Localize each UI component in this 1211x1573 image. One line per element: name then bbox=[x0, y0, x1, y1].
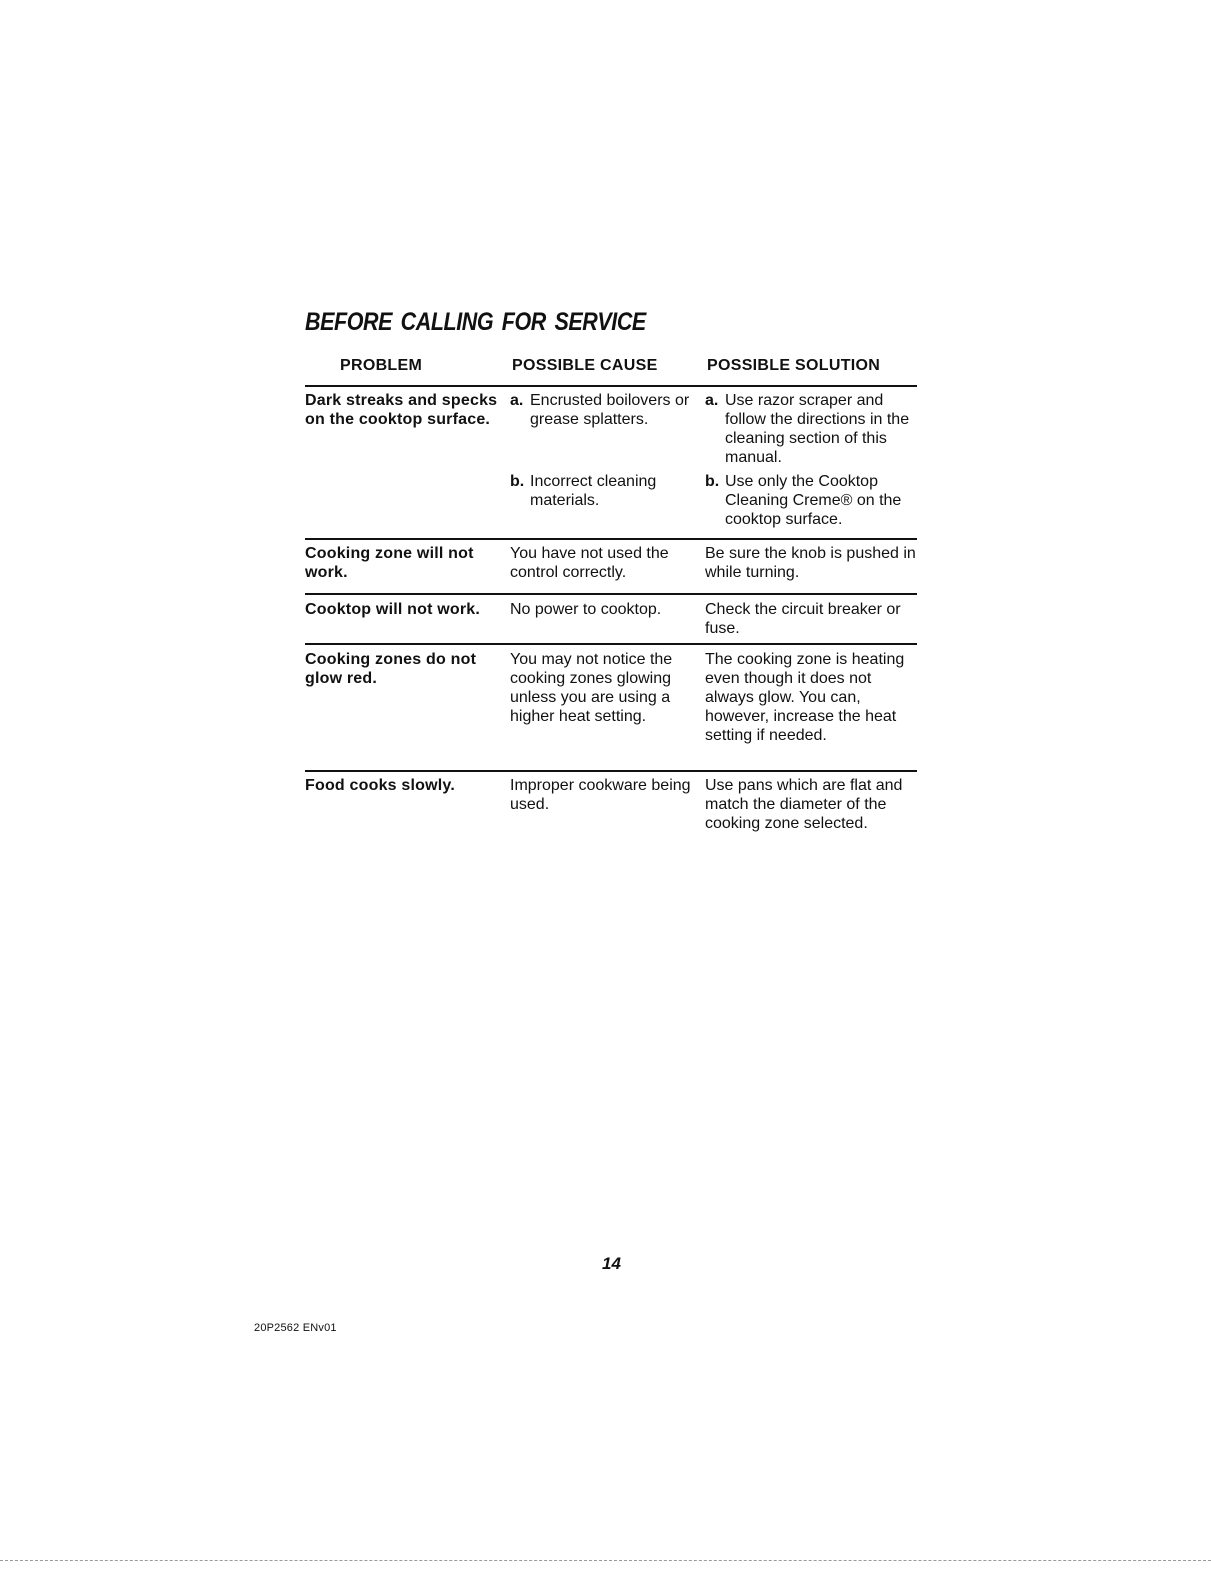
page-title-word: FOR bbox=[501, 308, 546, 336]
solution-text: Use only the Cooktop Cleaning Creme® on the cooktop surface. bbox=[725, 473, 902, 528]
solution-item-b bbox=[705, 472, 920, 529]
column-header-problem: PROBLEM bbox=[340, 357, 423, 374]
scan-edge-line bbox=[0, 1560, 1211, 1561]
page-title-word: CALLING bbox=[400, 308, 494, 336]
column-header-possible-solution: POSSIBLE SOLUTION bbox=[707, 357, 881, 374]
cause-text: Encrusted boilovers or grease splatters. bbox=[530, 392, 690, 428]
cause-cell bbox=[510, 391, 700, 429]
column-header-possible-cause: POSSIBLE CAUSE bbox=[512, 357, 658, 374]
row-divider bbox=[305, 643, 917, 645]
page-number: 14 bbox=[602, 1254, 621, 1273]
page-title-word: BEFORE bbox=[305, 308, 393, 336]
item-letter: b. bbox=[510, 473, 525, 490]
solution-cell bbox=[705, 472, 920, 529]
solution-item-a bbox=[705, 391, 920, 467]
problem-cooking-zone-will-not-work: Cooking zone will not work. bbox=[305, 545, 474, 581]
cause-text: You have not used the control correctly. bbox=[510, 545, 669, 581]
item-letter: b. bbox=[705, 473, 720, 490]
problem-food-cooks-slowly: Food cooks slowly. bbox=[305, 777, 455, 794]
row-divider bbox=[305, 770, 917, 772]
solution-text: Use pans which are flat and match the diameter of the cooking zone selected. bbox=[705, 777, 903, 832]
solution-text: Use razor scraper and follow the directions in the cleaning section of this manual. bbox=[725, 392, 910, 466]
row-divider bbox=[305, 538, 917, 540]
cause-text: Incorrect cleaning materials. bbox=[530, 473, 657, 509]
cause-item-a bbox=[510, 391, 700, 429]
row-divider bbox=[305, 385, 917, 387]
cause-item-b bbox=[510, 472, 700, 510]
problem-zones-do-not-glow: Cooking zones do not glow red. bbox=[305, 651, 477, 687]
document-code: 20P2562 ENv01 bbox=[254, 1322, 337, 1334]
cause-text: You may not notice the cooking zones glowing unless you are using a higher heat setting. bbox=[510, 651, 673, 725]
page-title bbox=[305, 308, 654, 337]
cause-text: No power to cooktop. bbox=[510, 601, 662, 618]
solution-text: The cooking zone is heating even though it does not always glow. You can, however, increase the heat setting if needed. bbox=[705, 651, 905, 744]
problem-dark-streaks: Dark streaks and specks on the cooktop surface. bbox=[305, 392, 498, 428]
cause-text: Improper cookware being used. bbox=[510, 777, 691, 813]
page-title-word: SERVICE bbox=[554, 308, 646, 336]
item-letter: a. bbox=[510, 392, 524, 409]
solution-text: Be sure the knob is pushed in while turning. bbox=[705, 545, 916, 581]
item-letter: a. bbox=[705, 392, 719, 409]
cause-cell bbox=[510, 472, 700, 510]
row-divider bbox=[305, 593, 917, 595]
solution-cell bbox=[705, 391, 920, 467]
problem-cooktop-will-not-work: Cooktop will not work. bbox=[305, 601, 481, 618]
solution-text: Check the circuit breaker or fuse. bbox=[705, 601, 901, 637]
